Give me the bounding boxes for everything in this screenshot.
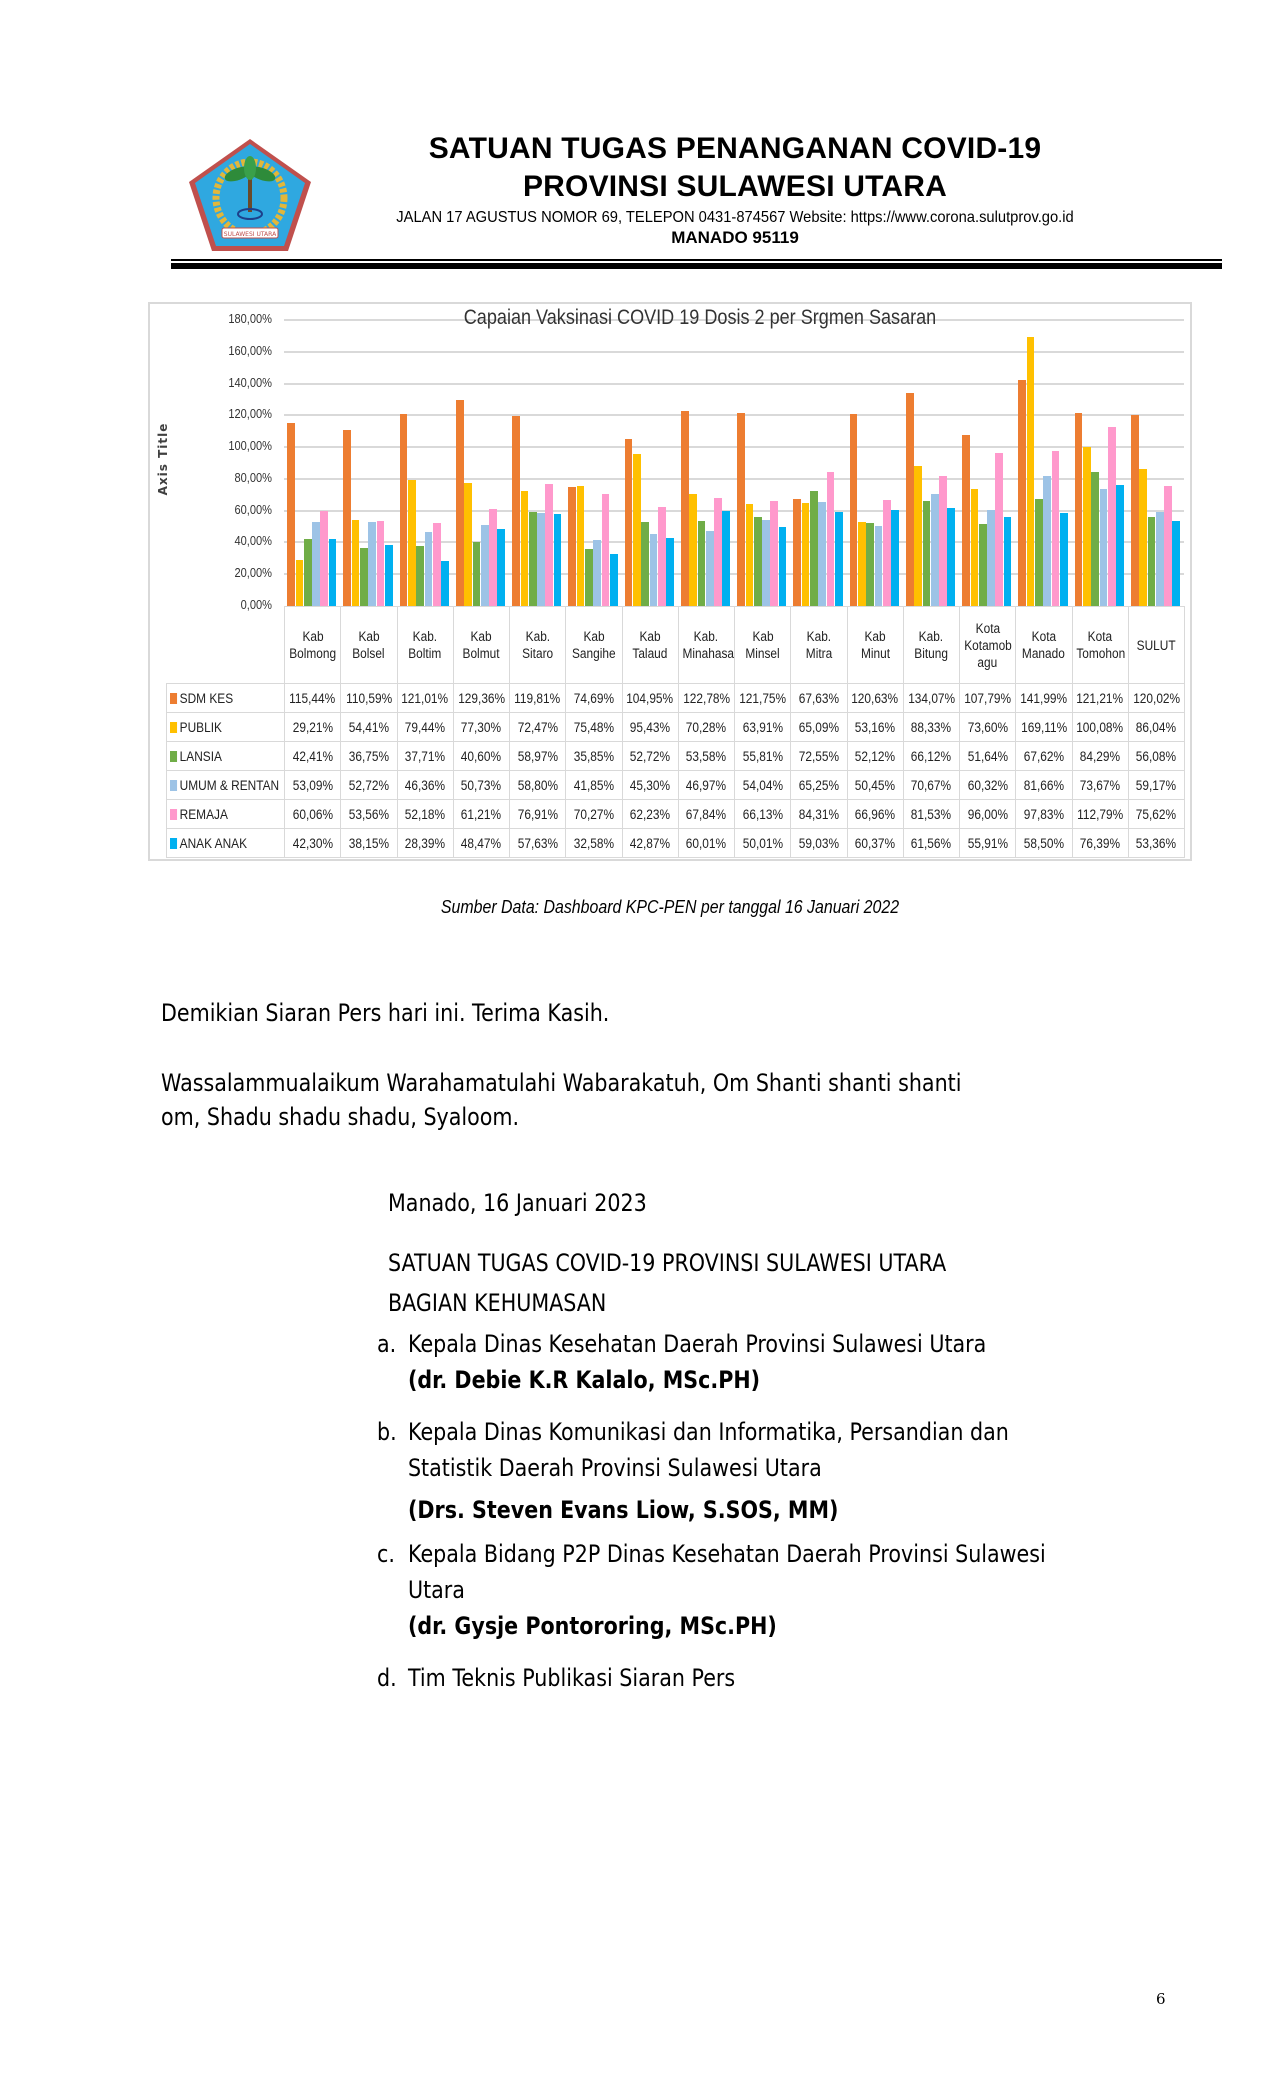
bar — [1060, 513, 1068, 606]
bar — [850, 414, 858, 606]
table-cell: 121,21% — [1072, 684, 1128, 713]
signatory-name: (dr. Debie K.R Kalalo, MSc.PH) — [407, 1366, 761, 1394]
category-header: Kab Minut — [847, 607, 903, 684]
table-cell: 134,07% — [903, 684, 959, 713]
table-cell: 76,39% — [1072, 829, 1128, 858]
table-cell: 81,66% — [1016, 771, 1072, 800]
table-cell: 50,73% — [453, 771, 509, 800]
header-address: JALAN 17 AGUSTUS NOMOR 69, TELEPON 0431-874567 Website: https://www.corona.sulutprov.go.id — [396, 209, 1074, 226]
y-tick-label: 80,00% — [234, 469, 272, 485]
table-cell: 72,55% — [791, 742, 847, 771]
table-cell: 38,15% — [341, 829, 397, 858]
table-cell: 65,09% — [791, 713, 847, 742]
bar — [537, 513, 545, 606]
table-row — [167, 800, 1185, 829]
table-cell: 41,85% — [566, 771, 622, 800]
table-cell: 50,45% — [847, 771, 903, 800]
bar — [746, 504, 754, 606]
table-row — [167, 742, 1185, 771]
table-cell: 60,32% — [960, 771, 1016, 800]
bar-group — [287, 320, 337, 606]
table-cell: 58,80% — [510, 771, 566, 800]
bar — [987, 510, 995, 606]
bar-group — [850, 320, 900, 606]
table-cell: 55,81% — [735, 742, 791, 771]
table-cell: 119,81% — [510, 684, 566, 713]
y-axis-title: Axis Title — [156, 422, 170, 496]
table-cell: 75,48% — [566, 713, 622, 742]
bar-group — [568, 320, 618, 606]
table-cell: 67,84% — [678, 800, 734, 829]
legend-label: UMUM & RENTAN — [167, 771, 285, 800]
bar — [497, 529, 505, 606]
bar — [793, 499, 801, 606]
table-row — [167, 713, 1185, 742]
bar — [1108, 427, 1116, 606]
table-cell: 79,44% — [397, 713, 453, 742]
bar — [633, 454, 641, 606]
legend-label: PUBLIK — [167, 713, 285, 742]
table-cell: 115,44% — [285, 684, 341, 713]
table-cell: 53,36% — [1128, 829, 1184, 858]
bar — [400, 414, 408, 606]
signatory-title-cont: Statistik Daerah Provinsi Sulawesi Utara — [407, 1454, 822, 1482]
bar — [875, 526, 883, 606]
table-cell: 67,62% — [1016, 742, 1072, 771]
bar — [737, 413, 745, 606]
legend-label: SDM KES — [167, 684, 285, 713]
table-cell: 54,04% — [735, 771, 791, 800]
table-cell: 66,96% — [847, 800, 903, 829]
signature-org-line1: SATUAN TUGAS COVID-19 PROVINSI SULAWESI UTARA — [388, 1249, 947, 1277]
table-cell: 52,72% — [622, 742, 678, 771]
list-marker: b. — [377, 1418, 397, 1446]
table-cell: 36,75% — [341, 742, 397, 771]
bar — [962, 435, 970, 606]
bar — [1100, 489, 1108, 606]
header-city: MANADO 95119 — [671, 228, 799, 247]
table-cell: 76,91% — [510, 800, 566, 829]
bar — [1043, 476, 1051, 606]
bar-group — [962, 320, 1012, 606]
category-header: Kota Kotamob agu — [960, 607, 1016, 684]
table-cell: 53,16% — [847, 713, 903, 742]
bar-group — [737, 320, 787, 606]
table-cell: 35,85% — [566, 742, 622, 771]
header-title-line2: PROVINSI SULAWESI UTARA — [522, 170, 948, 203]
bar — [931, 494, 939, 606]
category-header: SULUT — [1128, 607, 1184, 684]
category-header: Kota Tomohon — [1072, 607, 1128, 684]
table-cell: 100,08% — [1072, 713, 1128, 742]
bar-group — [512, 320, 562, 606]
y-tick-label: 100,00% — [228, 438, 272, 454]
table-cell: 60,01% — [678, 829, 734, 858]
bar — [681, 411, 689, 606]
table-cell: 75,62% — [1128, 800, 1184, 829]
bar — [343, 430, 351, 606]
legend-label: LANSIA — [167, 742, 285, 771]
signatory-name: (dr. Gysje Pontororing, MSc.PH) — [407, 1612, 777, 1640]
table-cell: 53,09% — [285, 771, 341, 800]
signatory-item-a — [377, 1326, 986, 1398]
bar — [473, 542, 481, 607]
table-cell: 110,59% — [341, 684, 397, 713]
table-cell: 84,31% — [791, 800, 847, 829]
greeting-line-2: om, Shadu shadu shadu, Syaloom. — [161, 1103, 520, 1131]
bar — [368, 522, 376, 606]
bar — [939, 476, 947, 606]
table-cell: 129,36% — [453, 684, 509, 713]
bar — [698, 521, 706, 606]
legend-swatch-icon — [170, 751, 177, 762]
bar-group — [625, 320, 675, 606]
table-cell: 61,56% — [903, 829, 959, 858]
table-cell: 45,30% — [622, 771, 678, 800]
table-cell: 42,30% — [285, 829, 341, 858]
bar — [858, 522, 866, 606]
bar — [802, 503, 810, 606]
bar — [352, 520, 360, 606]
table-cell: 65,25% — [791, 771, 847, 800]
table-cell: 60,06% — [285, 800, 341, 829]
table-cell: 122,78% — [678, 684, 734, 713]
bar — [1148, 517, 1156, 606]
table-cell: 28,39% — [397, 829, 453, 858]
bar — [770, 501, 778, 606]
y-tick-label: 40,00% — [234, 533, 272, 549]
bar — [464, 483, 472, 606]
signature-org-line2: BAGIAN KEHUMASAN — [388, 1289, 607, 1317]
table-cell: 46,97% — [678, 771, 734, 800]
signatory-item-c — [377, 1536, 1046, 1644]
bar — [779, 527, 787, 606]
table-cell: 95,43% — [622, 713, 678, 742]
list-marker: a. — [377, 1330, 397, 1358]
table-cell: 59,17% — [1128, 771, 1184, 800]
category-header: Kota Manado — [1016, 607, 1072, 684]
table-cell: 70,28% — [678, 713, 734, 742]
bar — [456, 400, 464, 606]
bar — [891, 510, 899, 606]
table-cell: 70,67% — [903, 771, 959, 800]
bar — [593, 540, 601, 606]
legend-swatch-icon — [170, 809, 177, 820]
table-cell: 58,97% — [510, 742, 566, 771]
table-cell: 73,67% — [1072, 771, 1128, 800]
signatory-item-b — [377, 1414, 1009, 1528]
table-cell: 53,58% — [678, 742, 734, 771]
bar-group — [343, 320, 393, 606]
bar — [810, 491, 818, 606]
bar — [1052, 451, 1060, 606]
bar — [521, 491, 529, 606]
bar-group — [906, 320, 956, 606]
header-divider-thin — [171, 259, 1222, 261]
bar — [641, 522, 649, 606]
table-cell: 37,71% — [397, 742, 453, 771]
table-cell: 53,56% — [341, 800, 397, 829]
category-header: Kab. Mitra — [791, 607, 847, 684]
bar — [529, 512, 537, 606]
greeting-line-1: Wassalammualaikum Warahamatulahi Wabarakatuh, Om Shanti shanti shanti — [161, 1069, 962, 1097]
table-cell: 70,27% — [566, 800, 622, 829]
table-cell: 141,99% — [1016, 684, 1072, 713]
closing-paragraph: Demikian Siaran Pers hari ini. Terima Kasih. — [161, 999, 610, 1027]
bar — [754, 517, 762, 606]
place-date: Manado, 16 Januari 2023 — [388, 1189, 647, 1217]
bar — [312, 522, 320, 606]
bar — [722, 511, 730, 606]
bar — [1164, 486, 1172, 606]
bar — [385, 545, 393, 606]
provincial-emblem-icon — [186, 136, 314, 254]
bar — [545, 484, 553, 606]
bar — [1091, 472, 1099, 606]
table-cell: 62,23% — [622, 800, 678, 829]
table-cell: 48,47% — [453, 829, 509, 858]
y-tick-label: 120,00% — [228, 406, 272, 422]
page-number: 6 — [1156, 1990, 1166, 2008]
y-tick-label: 20,00% — [234, 565, 272, 581]
bar — [923, 501, 931, 606]
table-cell: 50,01% — [735, 829, 791, 858]
bar — [971, 489, 979, 606]
bar-group — [400, 320, 450, 606]
table-cell: 51,64% — [960, 742, 1016, 771]
table-row — [167, 684, 1185, 713]
legend-label: ANAK ANAK — [167, 829, 285, 858]
category-header: Kab Talaud — [622, 607, 678, 684]
category-header: Kab Bolsel — [341, 607, 397, 684]
legend-swatch-icon — [170, 722, 177, 733]
bar — [866, 523, 874, 606]
bar — [296, 560, 304, 606]
bar — [1172, 521, 1180, 606]
table-row — [167, 771, 1185, 800]
legend-swatch-icon — [170, 838, 177, 849]
bar — [433, 523, 441, 606]
signatory-title: Tim Teknis Publikasi Siaran Pers — [407, 1664, 736, 1692]
table-cell: 67,63% — [791, 684, 847, 713]
bar — [1139, 469, 1147, 606]
bar — [835, 512, 843, 606]
bar — [554, 514, 562, 606]
category-header: Kab Minsel — [735, 607, 791, 684]
bar — [1131, 415, 1139, 606]
header-title-line1: SATUAN TUGAS PENANGANAN COVID-19 — [428, 132, 1042, 165]
bar-group — [1131, 320, 1181, 606]
category-header: Kab Bolmut — [453, 607, 509, 684]
table-cell: 121,75% — [735, 684, 791, 713]
bar — [360, 548, 368, 606]
bar — [1075, 413, 1083, 606]
legend-swatch-icon — [170, 693, 177, 704]
bar — [666, 538, 674, 606]
y-tick-label: 160,00% — [228, 342, 272, 358]
table-cell: 55,91% — [960, 829, 1016, 858]
bar — [827, 472, 835, 606]
y-tick-label: 140,00% — [228, 374, 272, 390]
signatory-name: (Drs. Steven Evans Liow, S.SOS, MM) — [407, 1496, 839, 1524]
table-cell: 112,79% — [1072, 800, 1128, 829]
y-tick-label: 0,00% — [240, 597, 272, 612]
table-cell: 63,91% — [735, 713, 791, 742]
table-cell: 73,60% — [960, 713, 1016, 742]
bar — [714, 498, 722, 606]
table-cell: 42,87% — [622, 829, 678, 858]
signatory-title: Kepala Dinas Kesehatan Daerah Provinsi Sulawesi Utara — [407, 1330, 987, 1358]
bar — [906, 393, 914, 606]
table-cell: 74,69% — [566, 684, 622, 713]
bar — [625, 439, 633, 606]
table-cell: 77,30% — [453, 713, 509, 742]
table-cell: 88,33% — [903, 713, 959, 742]
chart-data-table — [166, 606, 1185, 858]
bar — [762, 520, 770, 606]
bar — [481, 525, 489, 606]
table-cell: 97,83% — [1016, 800, 1072, 829]
category-header: Kab. Minahasa — [678, 607, 734, 684]
table-cell: 169,11% — [1016, 713, 1072, 742]
bar — [425, 532, 433, 606]
table-cell: 40,60% — [453, 742, 509, 771]
bar — [408, 480, 416, 606]
table-cell: 121,01% — [397, 684, 453, 713]
bar — [1004, 517, 1012, 606]
table-cell: 66,13% — [735, 800, 791, 829]
table-cell: 56,08% — [1128, 742, 1184, 771]
table-cell: 96,00% — [960, 800, 1016, 829]
bar — [1035, 499, 1043, 606]
y-tick-label: 180,00% — [228, 311, 272, 326]
bar-group — [793, 320, 843, 606]
list-marker: c. — [377, 1540, 395, 1568]
table-cell: 46,36% — [397, 771, 453, 800]
bar-group — [1018, 320, 1068, 606]
bar — [320, 511, 328, 606]
bar-group — [456, 320, 506, 606]
chart-title: Capaian Vaksinasi COVID 19 Dosis 2 per Srgmen Sasaran — [463, 306, 937, 329]
table-cell: 52,18% — [397, 800, 453, 829]
table-cell: 120,02% — [1128, 684, 1184, 713]
bar — [585, 549, 593, 606]
table-row — [167, 829, 1185, 858]
table-cell: 104,95% — [622, 684, 678, 713]
legend-swatch-icon — [170, 780, 177, 791]
category-header: Kab. Boltim — [397, 607, 453, 684]
table-cell: 84,29% — [1072, 742, 1128, 771]
table-cell: 107,79% — [960, 684, 1016, 713]
bar — [568, 487, 576, 606]
bar — [650, 534, 658, 606]
category-header: Kab. Bitung — [903, 607, 959, 684]
category-header: Kab Bolmong — [285, 607, 341, 684]
bar — [1083, 447, 1091, 606]
list-marker: d. — [377, 1664, 397, 1692]
svg-text:SULAWESI UTARA: SULAWESI UTARA — [223, 231, 277, 238]
bar — [441, 561, 449, 606]
table-cell: 52,12% — [847, 742, 903, 771]
category-header: Kab Sangihe — [566, 607, 622, 684]
bar — [287, 423, 295, 606]
bar — [1156, 512, 1164, 606]
bar — [610, 554, 618, 606]
signatory-title: Kepala Dinas Komunikasi dan Informatika, Persandian dan — [407, 1418, 1009, 1446]
bar — [329, 539, 337, 606]
signatory-title-cont: Utara — [407, 1576, 465, 1604]
bar — [979, 524, 987, 606]
table-cell: 29,21% — [285, 713, 341, 742]
bar — [602, 494, 610, 606]
bar — [577, 486, 585, 606]
bar — [1018, 380, 1026, 606]
bar — [489, 509, 497, 606]
bar-group — [1075, 320, 1125, 606]
table-cell: 58,50% — [1016, 829, 1072, 858]
table-cell: 32,58% — [566, 829, 622, 858]
bar — [947, 508, 955, 606]
signatory-item-d — [377, 1660, 735, 1696]
bar-group — [681, 320, 731, 606]
bar — [304, 539, 312, 606]
table-cell: 66,12% — [903, 742, 959, 771]
bar — [1027, 337, 1035, 606]
bar — [377, 521, 385, 606]
legend-label: REMAJA — [167, 800, 285, 829]
bar — [914, 466, 922, 606]
bar — [995, 453, 1003, 606]
bar — [818, 502, 826, 606]
table-cell: 60,37% — [847, 829, 903, 858]
bar — [689, 494, 697, 606]
category-header: Kab. Sitaro — [510, 607, 566, 684]
bar — [512, 416, 520, 606]
table-cell: 61,21% — [453, 800, 509, 829]
table-cell: 120,63% — [847, 684, 903, 713]
bar — [416, 546, 424, 606]
greeting-paragraph — [161, 1066, 1210, 1134]
table-cell: 81,53% — [903, 800, 959, 829]
table-cell: 52,72% — [341, 771, 397, 800]
table-cell: 57,63% — [510, 829, 566, 858]
table-cell: 86,04% — [1128, 713, 1184, 742]
bar — [1116, 485, 1124, 606]
bar — [883, 500, 891, 606]
bar — [658, 507, 666, 606]
y-tick-label: 60,00% — [234, 501, 272, 517]
bar — [706, 531, 714, 606]
table-cell: 72,47% — [510, 713, 566, 742]
source-note: Sumber Data: Dashboard KPC-PEN per tanggal 16 Januari 2022 — [440, 896, 900, 917]
table-cell: 54,41% — [341, 713, 397, 742]
signatory-title: Kepala Bidang P2P Dinas Kesehatan Daerah Provinsi Sulawesi — [407, 1540, 1046, 1568]
table-cell: 42,41% — [285, 742, 341, 771]
header-divider-thick — [171, 263, 1222, 269]
table-cell: 59,03% — [791, 829, 847, 858]
